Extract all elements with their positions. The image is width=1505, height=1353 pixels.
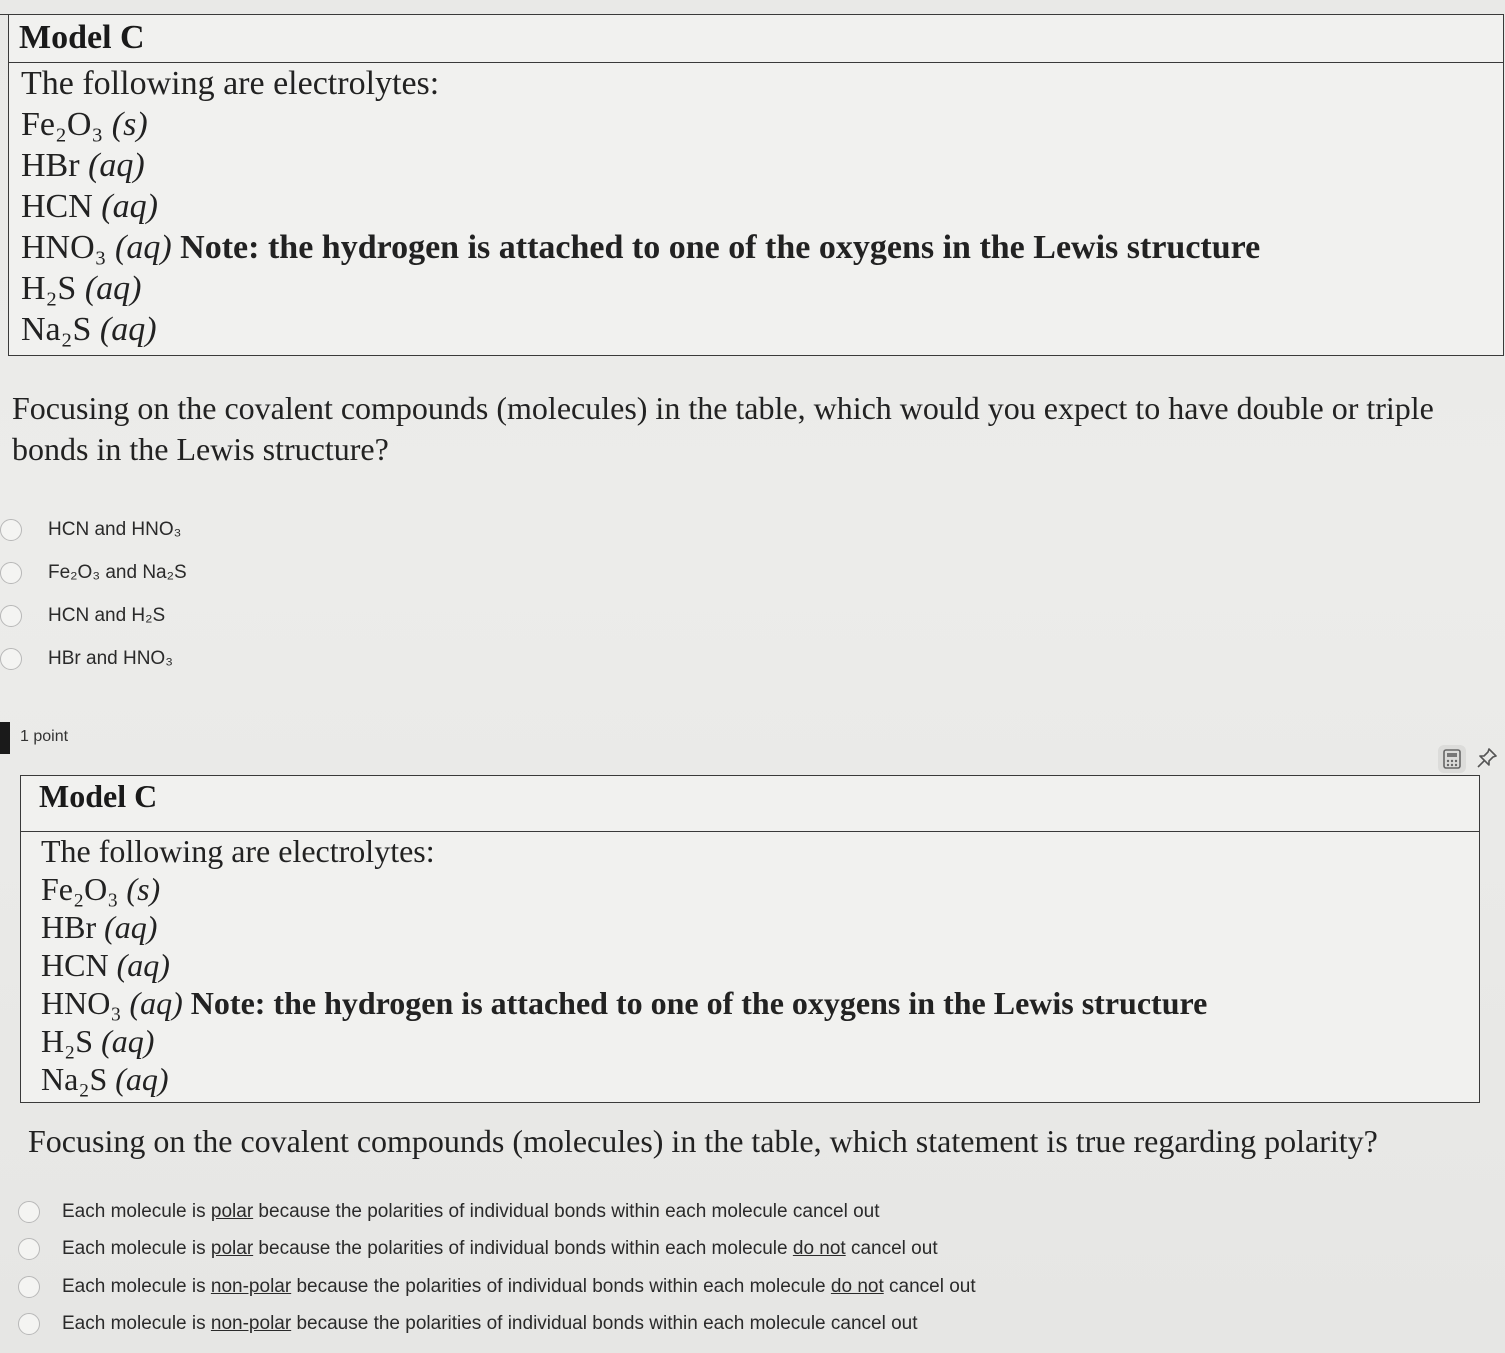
- model-title: Model C: [21, 776, 1479, 832]
- model-intro: The following are electrolytes:: [41, 833, 435, 869]
- answer-options: [18, 1193, 976, 1343]
- electrolyte-row: [41, 984, 1479, 1022]
- option-text: because the polarities of individual bonds within each molecule cancel out: [253, 1200, 880, 1222]
- electrolyte-row: [41, 908, 1479, 946]
- option-label: [62, 1276, 976, 1298]
- pin-icon[interactable]: [1474, 745, 1500, 771]
- formula: H₂S: [41, 1023, 94, 1059]
- option-label: [62, 1313, 918, 1335]
- option-label: HCN and HNO₃: [48, 518, 182, 540]
- radio-button[interactable]: [18, 1201, 40, 1223]
- option-emphasis: polar: [210, 1200, 254, 1222]
- state: (aq): [99, 311, 157, 348]
- calculator-icon[interactable]: [1438, 745, 1466, 773]
- model-table-2: [20, 775, 1480, 1103]
- top-rule: [0, 14, 8, 15]
- option-emphasis: non-polar: [210, 1313, 292, 1335]
- state: (aq): [101, 1023, 155, 1059]
- option-label: HCN and H₂S: [48, 604, 166, 626]
- option-text: because the polarities of individual bonds within each molecule cancel out: [291, 1313, 918, 1335]
- formula: HCN: [21, 188, 93, 225]
- formula: Fe₂O₃: [41, 871, 119, 907]
- state: (s): [126, 871, 161, 907]
- option-text: because the polarities of individual bonds within each molecule: [253, 1238, 793, 1260]
- formula: Na₂S: [41, 1061, 108, 1097]
- model-intro: The following are electrolytes:: [21, 65, 440, 102]
- answer-option[interactable]: [18, 1306, 976, 1344]
- radio-button[interactable]: [0, 605, 22, 627]
- option-label: Fe₂O₃ and Na₂S: [48, 561, 187, 583]
- state: (aq): [116, 947, 170, 983]
- electrolyte-row: [21, 227, 1503, 268]
- model-body: [21, 832, 1479, 1098]
- answer-option[interactable]: [18, 1268, 976, 1306]
- electrolyte-row: [21, 145, 1503, 186]
- answer-option[interactable]: [0, 594, 187, 637]
- option-label: HBr and HNO₃: [48, 647, 173, 669]
- formula: HNO₃: [21, 229, 107, 266]
- option-text: cancel out: [845, 1238, 938, 1260]
- option-emphasis: polar: [210, 1238, 254, 1260]
- question-text: Focusing on the covalent compounds (molecules) in the table, which statement is true regarding polarity?: [28, 1123, 1378, 1159]
- points-label: 1 point: [20, 728, 69, 745]
- option-label: [62, 1238, 938, 1260]
- model-title: Model C: [9, 15, 1503, 63]
- model-body: [9, 63, 1503, 350]
- electrolyte-row: [41, 1022, 1479, 1060]
- answer-options: [0, 508, 187, 680]
- option-label: [62, 1201, 880, 1223]
- question-text: Focusing on the covalent compounds (molecules) in the table, which would you expect to have double or triple bonds in the Lewis structure?: [12, 390, 1434, 467]
- state: (aq): [84, 270, 142, 307]
- radio-button[interactable]: [0, 648, 22, 670]
- state: (aq): [129, 985, 183, 1021]
- note: Note: the hydrogen is attached to one of the oxygens in the Lewis structure: [190, 985, 1208, 1021]
- formula: HBr: [41, 909, 97, 945]
- option-emphasis: do not: [792, 1238, 846, 1260]
- state: (aq): [88, 147, 145, 184]
- answer-option[interactable]: [18, 1231, 976, 1269]
- state: (aq): [104, 909, 158, 945]
- electrolyte-row: [41, 1060, 1479, 1098]
- formula: H₂S: [21, 270, 77, 307]
- answer-option[interactable]: [0, 508, 187, 551]
- option-text: because the polarities of individual bonds within each molecule: [291, 1275, 831, 1297]
- radio-button[interactable]: [0, 519, 22, 541]
- electrolyte-row: [21, 268, 1503, 309]
- electrolyte-row: [21, 309, 1503, 350]
- answer-option[interactable]: [0, 637, 187, 680]
- formula: HCN: [41, 947, 109, 983]
- radio-button[interactable]: [18, 1238, 40, 1260]
- radio-button[interactable]: [0, 562, 22, 584]
- electrolyte-row: [41, 870, 1479, 908]
- radio-button[interactable]: [18, 1276, 40, 1298]
- option-emphasis: do not: [830, 1275, 884, 1297]
- option-emphasis: non-polar: [210, 1275, 292, 1297]
- answer-option[interactable]: [0, 551, 187, 594]
- option-text: Each molecule is: [62, 1238, 211, 1260]
- option-text: Each molecule is: [62, 1200, 211, 1222]
- option-text: Each molecule is: [62, 1313, 211, 1335]
- option-text: cancel out: [883, 1275, 976, 1297]
- state: (s): [111, 106, 148, 143]
- state: (aq): [115, 1061, 169, 1097]
- option-text: Each molecule is: [62, 1275, 211, 1297]
- state: (aq): [115, 229, 172, 266]
- electrolyte-row: [41, 946, 1479, 984]
- note: Note: the hydrogen is attached to one of the oxygens in the Lewis structure: [180, 229, 1261, 266]
- formula: HBr: [21, 147, 80, 184]
- formula: HNO₃: [41, 985, 122, 1021]
- model-table-1: [8, 14, 1504, 356]
- formula: Fe₂O₃: [21, 106, 104, 143]
- answer-option[interactable]: [18, 1193, 976, 1231]
- electrolyte-row: [21, 104, 1503, 145]
- radio-button[interactable]: [18, 1313, 40, 1335]
- formula: Na₂S: [21, 311, 92, 348]
- electrolyte-row: [21, 186, 1503, 227]
- question-marker: [0, 722, 10, 754]
- state: (aq): [101, 188, 158, 225]
